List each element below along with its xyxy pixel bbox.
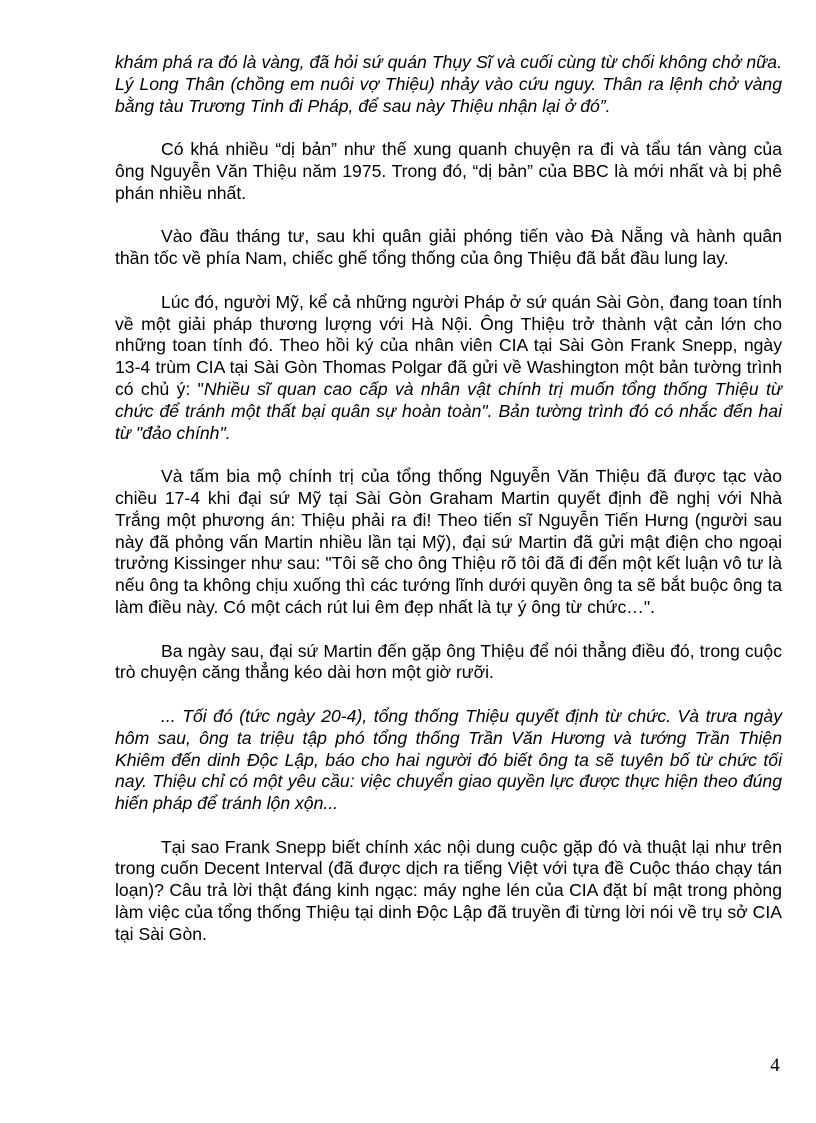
paragraph-resignation-quote: ... Tối đó (tức ngày 20-4), tổng thống Thiệu quyết định từ chức. Và trưa ngày hôm sau, ông ta triệu tập phó tổng thống Trần Văn Hương và tướng Trần Thiện Khiêm đến dinh Độc Lập, báo cho hai người đó biết ông ta sẽ tuyên bố từ chức tối nay. Thiệu chỉ có một yêu cầu: việc chuyển giao quyền lực được thực hiện theo đúng hiến pháp để tránh lộn xộn...	[115, 705, 782, 814]
paragraph-polgar-regular: Lúc đó, người Mỹ, kể cả những người Pháp ở sứ quán Sài Gòn, đang toan tính về một giải pháp thương lượng với Hà Nội. Ông Thiệu trở thành vật cản lớn cho những toan tính đó. Theo hồi ký của nhân viên CIA tại Sài Gòn Frank Snepp, ngày 13-4 trùm CIA tại Sài Gòn Thomas Polgar đã gửi về Washington một bản tường trình có chủ ý: "	[115, 291, 782, 399]
paragraph-cia-bugging: Tại sao Frank Snepp biết chính xác nội dung cuộc gặp đó và thuật lại như trên trong cuốn Decent Interval (đã được dịch ra tiếng Việt với tựa đề Cuộc tháo chạy tán loạn)? Câu trả lời thật đáng kinh ngạc: máy nghe lén của CIA đặt bí mật trong phòng làm việc của tổng thống Thiệu tại dinh Độc Lập đã truyền đi từng lời nói về trụ sở CIA tại Sài Gòn.	[115, 836, 782, 944]
paragraph-martin-cable: Và tấm bia mộ chính trị của tổng thống Nguyễn Văn Thiệu đã được tạc vào chiều 17-4 khi đại sứ Mỹ tại Sài Gòn Graham Martin quyết định đề nghị với Nhà Trắng một phương án: Thiệu phải ra đi! Theo tiến sĩ Nguyễn Tiến Hưng (người sau này đã phỏng vấn Martin nhiều lần tại Mỹ), đại sứ Martin đã gửi mật điện cho ngoại trưởng Kissinger như sau: "Tôi sẽ cho ông Thiệu rõ tôi đã đi đến một kết luận vô tư là nếu ông ta không chịu xuống thì các tướng lĩnh dưới quyền ông ta sẽ bắt buộc ông ta làm điều này. Có một cách rút lui êm đẹp nhất là tự ý ông từ chức…".	[115, 466, 782, 617]
paragraph-quote-continuation: khám phá ra đó là vàng, đã hỏi sứ quán Thụy Sĩ và cuối cùng từ chối không chở nữa. Lý Long Thân (chồng em nuôi vợ Thiệu) nhảy vào cứu nguy. Thân ra lệnh chở vàng bằng tàu Trương Tinh đi Pháp, để sau này Thiệu nhận lại ở đó”.	[115, 52, 782, 116]
paragraph-meeting: Ba ngày sau, đại sứ Martin đến gặp ông Thiệu để nói thẳng điều đó, trong cuộc trò chuyện căng thẳng kéo dài hơn một giờ rưỡi.	[115, 640, 782, 683]
body-text	[115, 52, 782, 967]
paragraph-polgar-italic: Nhiều sĩ quan cao cấp và nhân vật chính trị muốn tổng thống Thiệu từ chức để tránh một thất bại quân sự hoàn toàn". Bản tường trình đó có nhắc đến hai từ "đảo chính".	[115, 378, 782, 443]
page-number: 4	[770, 1055, 780, 1076]
paragraph-di-ban: Có khá nhiều “dị bản” như thế xung quanh chuyện ra đi và tẩu tán vàng của ông Nguyễn Văn Thiệu năm 1975. Trong đó, “dị bản” của BBC là mới nhất và bị phê phán nhiều nhất.	[115, 139, 782, 203]
paragraph-thang-tu: Vào đầu tháng tư, sau khi quân giải phóng tiến vào Đà Nẵng và hành quân thần tốc về phía Nam, chiếc ghế tổng thống của ông Thiệu đã bắt đầu lung lay.	[115, 226, 782, 269]
paragraph-polgar-report	[115, 292, 782, 445]
